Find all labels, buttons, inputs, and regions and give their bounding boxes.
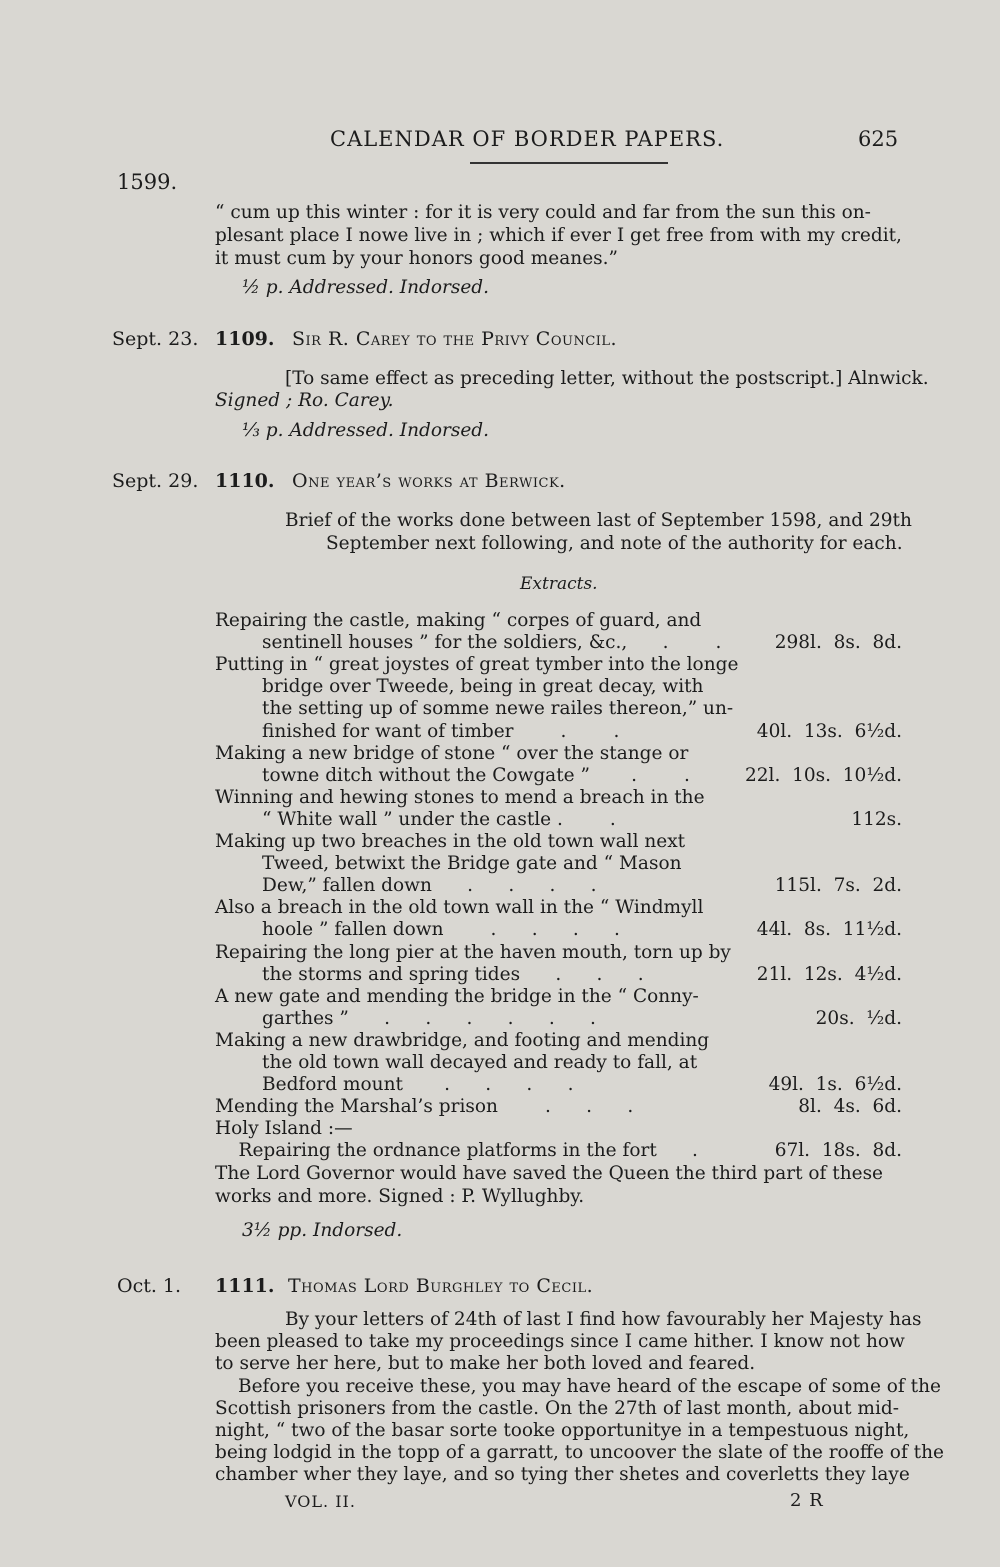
- closing-line: The Lord Governor would have saved the Queen the third part of these: [215, 1163, 884, 1184]
- work-item-text: Making a new bridge of stone “ over the stange or: [215, 743, 689, 764]
- letter-line: Scottish prisoners from the castle. On the 27th of last month, about mid-: [215, 1398, 899, 1419]
- work-item-amount: 8l. 4s. 6d.: [798, 1096, 902, 1117]
- work-item-text: the setting up of somme newe railes thereon,” un-: [215, 698, 734, 719]
- work-item-text: towne ditch without the Cowgate ” . .: [215, 765, 690, 786]
- signature-mark: 2 R: [790, 1490, 824, 1511]
- work-item-text: the storms and spring tides . . .: [215, 964, 644, 985]
- letter-line: been pleased to take my proceedings since I came hither. I know not how: [215, 1331, 905, 1352]
- entry-text: [To same effect as preceding letter, without the postscript.] Alnwick.: [285, 368, 929, 389]
- closing-line: works and more. Signed : P. Wyllughby.: [215, 1186, 585, 1207]
- work-item-text: finished for want of timber . .: [215, 721, 620, 742]
- entry-date: Oct. 1.: [117, 1275, 182, 1297]
- work-item-amount: 22l. 10s. 10½d.: [745, 765, 902, 786]
- entry-number: 1110.: [215, 470, 275, 492]
- work-item-text: Repairing the ordnance platforms in the fort .: [215, 1140, 698, 1161]
- work-item-text: Tweed, betwixt the Bridge gate and “ Mason: [215, 853, 682, 874]
- work-item-text: Winning and hewing stones to mend a breach in the: [215, 787, 705, 808]
- work-item-amount: 44l. 8s. 11½d.: [756, 919, 902, 940]
- entry-date: Sept. 23.: [112, 328, 199, 350]
- work-item-amount: 40l. 13s. 6½d.: [756, 721, 902, 742]
- entry-number: 1109.: [215, 328, 275, 350]
- extracts-label: Extracts.: [520, 574, 598, 594]
- brief-line: Brief of the works done between last of September 1598, and 29th: [285, 510, 912, 531]
- running-header: CALENDAR OF BORDER PAPERS.: [330, 127, 725, 151]
- work-item-text: sentinell houses ” for the soldiers, &c., . .: [215, 632, 722, 653]
- entry-number: 1111.: [215, 1275, 275, 1297]
- work-item-amount: 298l. 8s. 8d.: [774, 632, 902, 653]
- entry-date: Sept. 29.: [112, 470, 199, 492]
- intro-line: it must cum by your honors good meanes.”: [215, 248, 618, 269]
- work-item-amount: 112s.: [851, 809, 902, 830]
- work-item-text: Making up two breaches in the old town wall next: [215, 831, 686, 852]
- entry-title: One year’s works at Berwick.: [292, 470, 566, 492]
- work-item-text: “ White wall ” under the castle . .: [215, 809, 616, 830]
- intro-line: “ cum up this winter : for it is very could and far from the sun this on-: [215, 202, 871, 223]
- brief-line: September next following, and note of the authority for each.: [326, 533, 903, 554]
- letter-line: being lodgid in the topp of a garratt, to uncoover the slate of the rooffe of the: [215, 1442, 944, 1463]
- work-item-text: the old town wall decayed and ready to fall, at: [215, 1052, 698, 1073]
- work-item-text: A new gate and mending the bridge in the “ Conny-: [215, 986, 699, 1007]
- entry-title: Sir R. Carey to the Privy Council.: [292, 328, 618, 350]
- work-item-text: Bedford mount . . . .: [215, 1074, 574, 1095]
- work-item-text: hoole ” fallen down . . . .: [215, 919, 620, 940]
- work-item-text: garthes ” . . . . . .: [215, 1008, 596, 1029]
- letter-line: night, “ two of the basar sorte tooke opportunitye in a tempestuous night,: [215, 1420, 910, 1441]
- work-item-amount: 115l. 7s. 2d.: [774, 875, 902, 896]
- entry-text: Signed ; Ro. Carey.: [215, 390, 394, 411]
- work-item-amount: 21l. 12s. 4½d.: [756, 964, 902, 985]
- intro-note: ½ p. Addressed. Indorsed.: [242, 277, 490, 298]
- entry-note: ⅓ p. Addressed. Indorsed.: [242, 420, 490, 441]
- work-item-amount: 20s. ½d.: [815, 1008, 902, 1029]
- work-item-text: Repairing the long pier at the haven mouth, torn up by: [215, 942, 731, 963]
- work-item-text: Holy Island :—: [215, 1118, 353, 1139]
- intro-line: plesant place I nowe live in ; which if ever I get free from with my credit,: [215, 225, 902, 246]
- work-item-text: bridge over Tweede, being in great decay, with: [215, 676, 704, 697]
- entry-title: Thomas Lord Burghley to Cecil.: [288, 1275, 594, 1297]
- work-item-amount: 67l. 18s. 8d.: [774, 1140, 902, 1161]
- work-item-amount: 49l. 1s. 6½d.: [768, 1074, 902, 1095]
- year-label: 1599.: [117, 170, 178, 194]
- page-number: 625: [858, 127, 899, 151]
- work-item-text: Putting in “ great joystes of great tymber into the longe: [215, 654, 739, 675]
- work-item-text: Mending the Marshal’s prison . . .: [215, 1096, 634, 1117]
- entry-note: 3½ pp. Indorsed.: [242, 1220, 403, 1241]
- work-item-text: Repairing the castle, making “ corpes of guard, and: [215, 610, 702, 631]
- letter-line: chamber wher they laye, and so tying ther shetes and coverletts they laye: [215, 1464, 910, 1485]
- work-item-text: Also a breach in the old town wall in the “ Windmyll: [215, 897, 704, 918]
- work-item-text: Dew,” fallen down . . . .: [215, 875, 597, 896]
- letter-line: Before you receive these, you may have heard of the escape of some of the: [238, 1376, 941, 1397]
- letter-line: By your letters of 24th of last I find how favourably her Majesty has: [285, 1309, 922, 1330]
- work-item-text: Making a new drawbridge, and footing and mending: [215, 1030, 710, 1051]
- letter-line: to serve her here, but to make her both loved and feared.: [215, 1353, 756, 1374]
- volume-footer: VOL. II.: [285, 1492, 356, 1511]
- header-rule: [470, 162, 668, 164]
